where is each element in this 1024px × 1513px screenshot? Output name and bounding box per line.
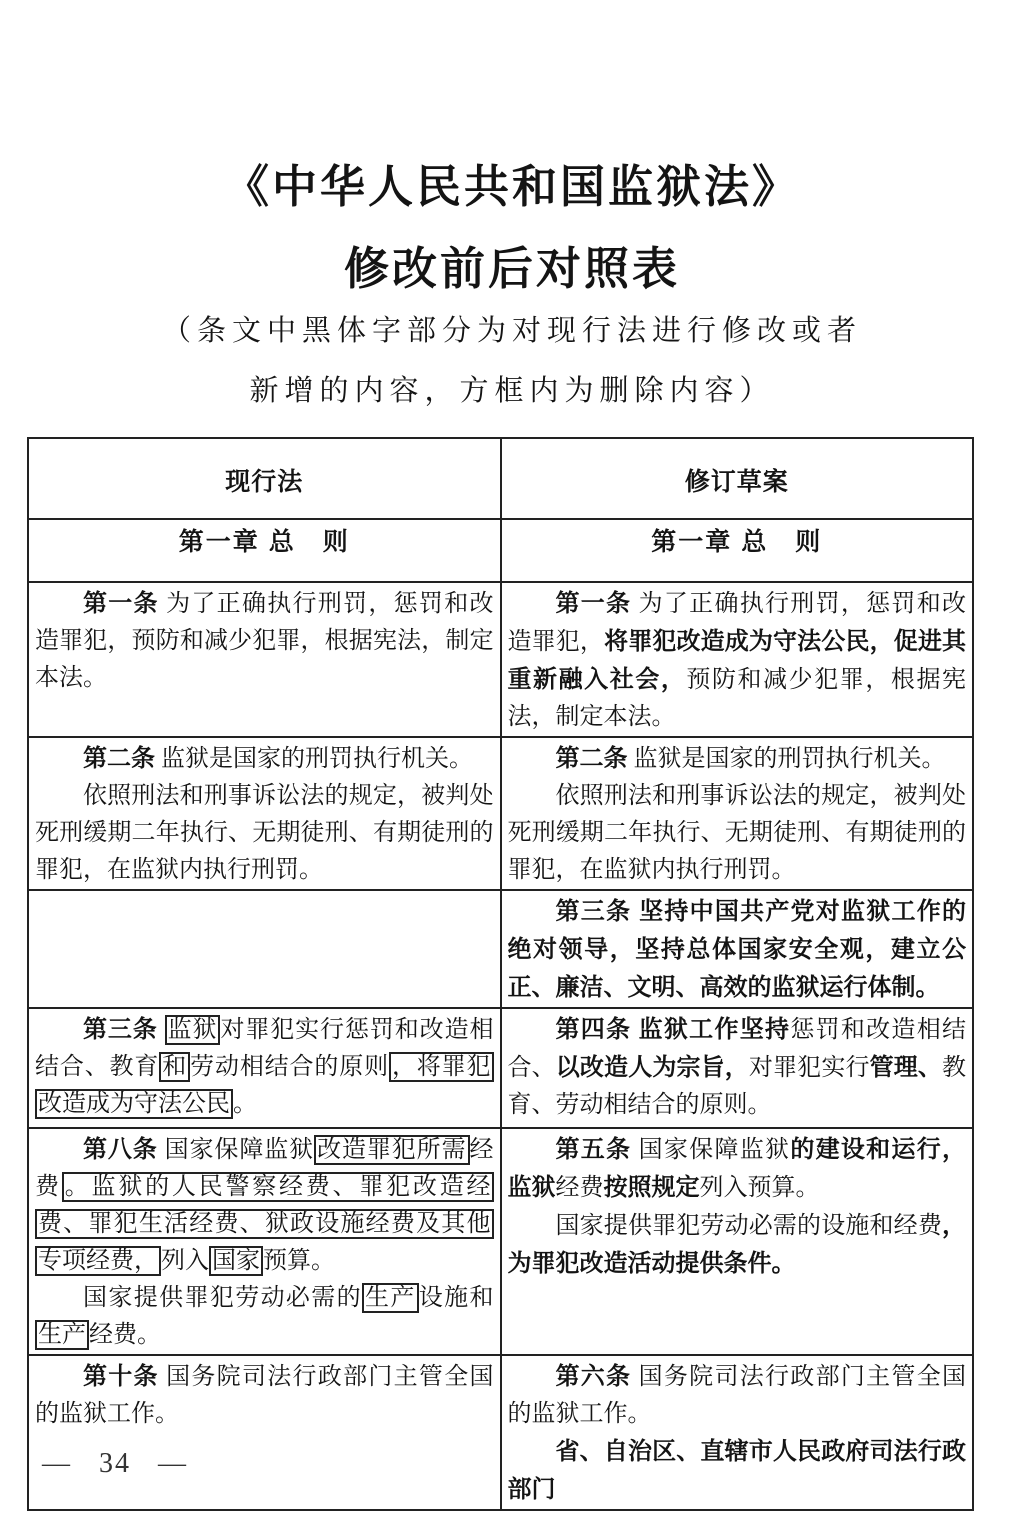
document-title-line2: 修改前后对照表 [343,244,680,294]
text-run: 。 [233,1091,257,1117]
text-run: 经费 [555,1175,604,1201]
text-run: 为了正确执行刑罚，惩罚和改造罪犯，预防和减少犯罪，根据宪法，制定本法。 [35,591,494,691]
paragraph [508,1207,967,1283]
deleted-text-run: 和 [159,1052,190,1082]
cell-revised-draft-1 [501,582,974,737]
modified-text-run: 第五条 [555,1136,632,1163]
modified-text-run: 监狱工作坚持 [638,1016,791,1043]
modified-text-run: 第八条 [83,1136,158,1163]
text-run: 对罪犯实行惩罚和改造相结合、教育 [35,1017,494,1080]
comparison-table-head [28,438,973,519]
document-title-line1: 《中华人民共和国监狱法》 [223,162,800,212]
comparison-table-body [28,519,973,1510]
modified-text-run: 第六条 [555,1363,632,1390]
table-header-row [28,438,973,519]
paragraph [35,1280,494,1354]
paragraph [35,778,494,889]
header-current-law: 现行法 [28,438,501,519]
table-row-4 [28,1008,973,1128]
modified-text-run: 第四条 [555,1016,632,1043]
cell-current-law-2 [28,737,501,890]
text-run: 列入预算。 [699,1175,820,1201]
cell-revised-draft-4 [501,1008,974,1128]
table-row-0 [28,519,973,582]
text-run: 劳动相结合的原则 [190,1054,389,1080]
table-row-3 [28,890,973,1008]
modified-text-run: 第一条 [83,590,159,617]
modified-text-run: 第一条 [555,590,632,617]
cell-current-law-0 [28,519,501,582]
paragraph [508,778,967,889]
paragraph [35,585,494,697]
text-run: 教育、劳动相结合的原则。 [507,1055,967,1118]
table-row-5 [28,1128,973,1355]
modified-text-run: ，为罪犯改造活动提供条件。 [507,1212,966,1277]
paragraph [508,1011,967,1124]
deleted-text-run: 国家 [209,1246,263,1276]
deleted-text-run: 。监狱的人民警察经费、罪犯改造经费、罪犯生活经费、狱政设施经费及其他专项经费， [35,1172,494,1276]
paragraph [508,740,967,778]
text-run: 经费 [35,1137,494,1200]
table-row-1 [28,582,973,737]
paragraph [35,740,494,778]
text-run [631,1017,638,1043]
text-run: 监狱是国家的刑罚执行机关。 [155,746,473,772]
paragraph [508,585,967,736]
text-run: 对罪犯实行 [748,1055,870,1081]
modified-text-run: 管理、 [869,1054,943,1081]
text-run: 为了正确执行刑罚，惩罚和改造罪犯， [507,591,966,655]
cell-current-law-4 [28,1008,501,1128]
modified-text-run: 将罪犯改造成为守法公民，促进其重新融入社会， [507,628,967,693]
deleted-text-run: 生产 [362,1283,419,1313]
text-run: 国家提供罪犯劳动必需的 [83,1285,363,1311]
modified-text-run: 第三条 [83,1016,158,1043]
text-run [158,1017,165,1043]
paragraph [35,522,494,558]
modified-text-run: 第十条 [83,1363,159,1390]
text-run: 预防和减少犯罪，根据宪法，制定本法。 [507,667,967,730]
text-run: 国务院司法行政部门主管全国的监狱工作。 [35,1364,494,1427]
text-run: 依照刑法和刑事诉讼法的规定，被判处死刑缓期二年执行、无期徒刑、有期徒刑的罪犯，在监狱内执行刑罚。 [507,783,966,883]
text-run: 国家保障监狱 [631,1137,791,1163]
paragraph [35,1131,494,1280]
table-row-6 [28,1355,973,1510]
document-note-line2: 新增的内容，方框内为删除内容） [249,375,775,407]
cell-current-law-3 [28,890,501,1008]
paragraph [508,1358,967,1433]
text-run: 国务院司法行政部门主管全国的监狱工作。 [507,1364,966,1427]
text-run: 监狱是国家的刑罚执行机关。 [627,746,946,772]
paragraph [508,1433,967,1509]
modified-text-run: 的建设和运行，监狱 [507,1136,966,1201]
cell-revised-draft-0 [501,519,974,582]
deleted-text-run: 生产 [35,1320,89,1350]
text-run: 依照刑法和刑事诉讼法的规定，被判处死刑缓期二年执行、无期徒刑、有期徒刑的罪犯，在监狱内执行刑罚。 [35,783,494,883]
deleted-text-run: ，将罪犯改造成为守法公民 [35,1052,494,1119]
document-note-line1: （条文中黑体字部分为对现行法进行修改或者 [161,315,862,347]
modified-text-run: 按照规定 [603,1174,700,1201]
cell-current-law-5 [28,1128,501,1355]
text-run: 设施和 [418,1285,494,1311]
cell-revised-draft-3 [501,890,974,1008]
cell-current-law-1 [28,582,501,737]
paragraph [508,893,967,1007]
modified-text-run: 第二条 [555,745,628,772]
modified-text-run: 第二条 [83,745,155,772]
deleted-text-run: 监狱 [165,1015,221,1045]
cell-current-law-6 [28,1355,501,1510]
paragraph [508,1131,967,1207]
cell-revised-draft-6 [501,1355,974,1510]
cell-revised-draft-5 [501,1128,974,1355]
paragraph [35,1358,494,1433]
comparison-table [27,437,974,1511]
modified-text-run: 第三条 坚持中国共产党对监狱工作的绝对领导，坚持总体国家安全观，建立公正、廉洁、文明、高效的监狱运行体制。 [507,898,966,1001]
text-run: 惩罚和改造相结合、 [507,1017,966,1081]
table-row-2 [28,737,973,890]
text-run: 预算。 [263,1248,335,1274]
paragraph [35,1011,494,1123]
paragraph [508,522,967,558]
cell-revised-draft-2 [501,737,974,890]
text-run: 国家保障监狱 [157,1137,315,1163]
text-run: 列入 [161,1248,209,1274]
page-number: — 34 — [42,1448,188,1479]
header-revised-draft: 修订草案 [501,438,974,519]
modified-text-run: 以改造人为宗旨， [555,1054,749,1081]
text-run: 国家提供罪犯劳动必需的设施和经费 [555,1213,942,1239]
modified-text-run: 第一章 总 则 [178,528,350,556]
modified-text-run: 省、自治区、直辖市人民政府司法行政部门 [507,1438,966,1503]
deleted-text-run: 改造罪犯所需 [314,1135,469,1165]
text-run: 经费。 [89,1322,161,1348]
modified-text-run: 第一章 总 则 [651,528,823,556]
